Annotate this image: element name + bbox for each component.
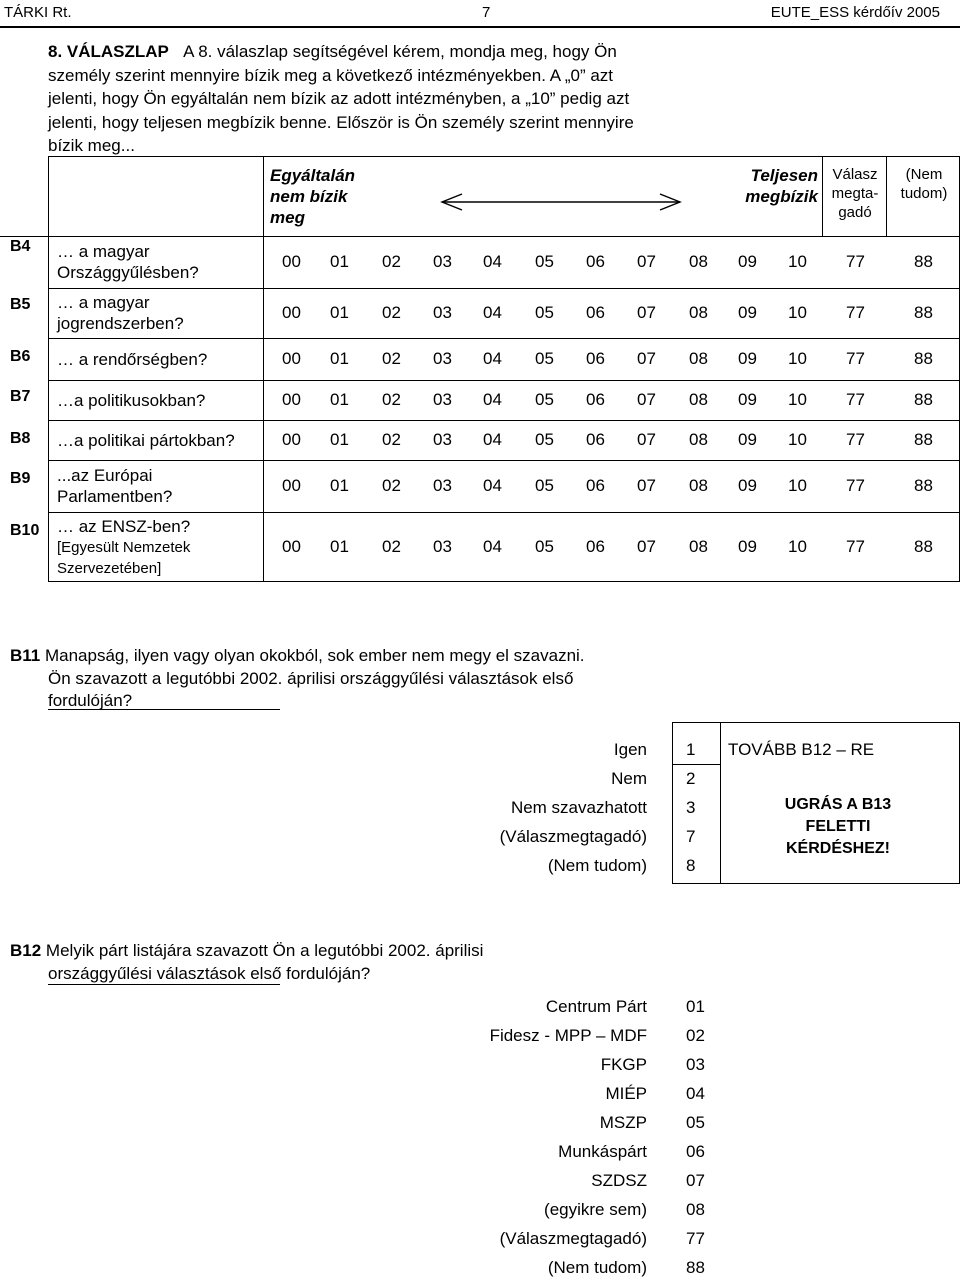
scale-option[interactable]: 09 <box>738 252 757 271</box>
scale-option[interactable]: 02 <box>382 537 401 556</box>
scale-arrow-icon <box>438 192 684 212</box>
scale-option[interactable]: 01 <box>330 303 349 322</box>
question-underline <box>48 984 280 985</box>
b11-option-label: (Válaszmegtagadó) <box>499 827 647 846</box>
scale-option[interactable]: 05 <box>535 252 554 271</box>
dont-know-option[interactable]: 88 <box>914 390 933 409</box>
dont-know-option[interactable]: 88 <box>914 349 933 368</box>
item-text: …a politikusokban? <box>57 390 206 410</box>
scale-option[interactable]: 05 <box>535 537 554 556</box>
table-row-rule <box>48 338 960 339</box>
scale-option[interactable]: 10 <box>788 390 807 409</box>
refused-option[interactable]: 77 <box>846 430 865 449</box>
scale-option[interactable]: 01 <box>330 349 349 368</box>
scale-option[interactable]: 00 <box>282 476 301 495</box>
scale-option[interactable]: 07 <box>637 430 656 449</box>
b12-option-label: MSZP <box>599 1113 647 1132</box>
b11-option-code[interactable]: 3 <box>686 798 696 817</box>
scale-option[interactable]: 10 <box>788 476 807 495</box>
scale-option[interactable]: 05 <box>535 430 554 449</box>
item-code: B9 <box>10 470 31 487</box>
scale-option[interactable]: 03 <box>433 252 452 271</box>
scale-option[interactable]: 07 <box>637 349 656 368</box>
scale-option[interactable]: 08 <box>689 537 708 556</box>
scale-option[interactable]: 07 <box>637 390 656 409</box>
scale-option[interactable]: 04 <box>483 430 502 449</box>
table-row-rule <box>48 288 960 289</box>
b12-option-code[interactable]: 77 <box>686 1229 705 1248</box>
dont-know-option[interactable]: 88 <box>914 430 933 449</box>
item-text: ...az Európai Parlamentben? <box>57 466 173 506</box>
scale-option[interactable]: 08 <box>689 430 708 449</box>
scale-option[interactable]: 05 <box>535 390 554 409</box>
scale-option[interactable]: 02 <box>382 390 401 409</box>
scale-option[interactable]: 06 <box>586 476 605 495</box>
header-rule <box>0 26 960 28</box>
table-divider <box>822 156 823 236</box>
scale-option[interactable]: 07 <box>637 537 656 556</box>
b12-option-code[interactable]: 02 <box>686 1026 705 1045</box>
refused-option[interactable]: 77 <box>846 537 865 556</box>
b12-option-label: MIÉP <box>605 1084 647 1103</box>
question-code: B11 <box>10 646 41 665</box>
table-divider <box>720 722 721 884</box>
table-divider <box>263 156 264 582</box>
scale-option[interactable]: 08 <box>689 303 708 322</box>
table-row-rule <box>48 420 960 421</box>
scale-option[interactable]: 00 <box>282 390 301 409</box>
scale-option[interactable]: 04 <box>483 537 502 556</box>
b11-option-label: (Nem tudom) <box>547 856 647 875</box>
scale-option[interactable]: 06 <box>586 390 605 409</box>
scale-option[interactable]: 10 <box>788 303 807 322</box>
scale-option[interactable]: 08 <box>689 390 708 409</box>
scale-option[interactable]: 09 <box>738 303 757 322</box>
item-text: … az ENSZ-ben? [Egyesült Nemzetek Szervezetében] <box>57 516 191 577</box>
scale-option[interactable]: 02 <box>382 303 401 322</box>
question-b12: B12 Melyik párt listájára szavazott Ön a legutóbbi 2002. áprilisi országgyűlési választások első fordulóján? <box>10 941 484 983</box>
scale-option[interactable]: 01 <box>330 537 349 556</box>
scale-option[interactable]: 07 <box>637 303 656 322</box>
scale-option[interactable]: 03 <box>433 476 452 495</box>
scale-option[interactable]: 03 <box>433 303 452 322</box>
scale-option[interactable]: 00 <box>282 252 301 271</box>
table-rule <box>672 764 720 765</box>
scale-option[interactable]: 10 <box>788 430 807 449</box>
scale-option[interactable]: 01 <box>330 252 349 271</box>
b12-option-label: Munkáspárt <box>558 1142 647 1161</box>
card-label: 8. VÁLASZLAP <box>48 42 169 61</box>
b12-option-code[interactable]: 07 <box>686 1171 705 1190</box>
scale-option[interactable]: 04 <box>483 349 502 368</box>
b12-option-label: (Nem tudom) <box>547 1258 647 1277</box>
scale-option[interactable]: 09 <box>738 349 757 368</box>
dont-know-option[interactable]: 88 <box>914 537 933 556</box>
scale-option[interactable]: 10 <box>788 349 807 368</box>
scale-option[interactable]: 06 <box>586 303 605 322</box>
table-row-rule <box>48 380 960 381</box>
table-row-rule <box>48 460 960 461</box>
skip-next-instruction: TOVÁBB B12 – RE <box>728 740 875 759</box>
b11-option-code[interactable]: 8 <box>686 856 696 875</box>
scale-option[interactable]: 03 <box>433 537 452 556</box>
scale-option[interactable]: 00 <box>282 303 301 322</box>
b12-option-code[interactable]: 03 <box>686 1055 705 1074</box>
b12-option-label: (egyikre sem) <box>544 1200 647 1219</box>
b12-option-code[interactable]: 01 <box>686 997 705 1016</box>
scale-option[interactable]: 07 <box>637 252 656 271</box>
scale-option[interactable]: 00 <box>282 349 301 368</box>
scale-option[interactable]: 04 <box>483 303 502 322</box>
scale-option[interactable]: 01 <box>330 390 349 409</box>
item-text: … a magyar Országgyűlésben? <box>57 242 199 282</box>
scale-option[interactable]: 03 <box>433 430 452 449</box>
question-b11: B11 Manapság, ilyen vagy olyan okokból, sok ember nem megy el szavazni. Ön szavazott a legutóbbi 2002. áprilisi országgyűlési választások első fordulóján? <box>10 646 585 710</box>
skip-jump-instruction: UGRÁS A B13 FELETTI KÉRDÉSHEZ! <box>784 796 892 857</box>
dont-know-option[interactable]: 88 <box>914 303 933 322</box>
table-row-rule <box>48 512 960 513</box>
scale-option[interactable]: 02 <box>382 476 401 495</box>
b12-option-label: Fidesz - MPP – MDF <box>489 1026 647 1045</box>
b11-option-code[interactable]: 2 <box>686 769 696 788</box>
scale-option[interactable]: 00 <box>282 537 301 556</box>
scale-option[interactable]: 09 <box>738 476 757 495</box>
refused-option[interactable]: 77 <box>846 390 865 409</box>
item-code: B4 <box>10 238 31 255</box>
item-code: B10 <box>10 522 40 539</box>
b12-option-code[interactable]: 88 <box>686 1258 705 1277</box>
b12-option-code[interactable]: 06 <box>686 1142 705 1161</box>
b11-option-label: Nem <box>611 769 647 788</box>
b12-option-label: FKGP <box>600 1055 647 1074</box>
scale-option[interactable]: 02 <box>382 252 401 271</box>
refused-option[interactable]: 77 <box>846 476 865 495</box>
b12-option-label: Centrum Párt <box>545 997 647 1016</box>
item-code: B6 <box>10 348 31 365</box>
item-text: … a magyar jogrendszerben? <box>57 293 184 333</box>
scale-option[interactable]: 04 <box>483 476 502 495</box>
scale-option[interactable]: 09 <box>738 537 757 556</box>
scale-low-label: Egyáltalán nem bízik meg <box>270 166 356 227</box>
b11-option-label: Nem szavazhatott <box>510 798 647 817</box>
table-header-rule <box>0 236 960 237</box>
b11-option-code[interactable]: 1 <box>686 740 696 759</box>
scale-option[interactable]: 06 <box>586 537 605 556</box>
refused-option[interactable]: 77 <box>846 252 865 271</box>
item-code: B7 <box>10 388 31 405</box>
refused-option[interactable]: 77 <box>846 303 865 322</box>
scale-option[interactable]: 04 <box>483 252 502 271</box>
scale-option[interactable]: 02 <box>382 430 401 449</box>
item-code: B5 <box>10 296 31 313</box>
scale-option[interactable]: 06 <box>586 349 605 368</box>
scale-option[interactable]: 08 <box>689 252 708 271</box>
intro-paragraph <box>48 40 658 158</box>
question-code: B12 <box>10 941 42 960</box>
scale-option[interactable]: 07 <box>637 476 656 495</box>
b11-option-label: Igen <box>613 740 647 759</box>
scale-option[interactable]: 00 <box>282 430 301 449</box>
page-number: 7 <box>482 4 491 21</box>
b12-option-label: SZDSZ <box>591 1171 647 1190</box>
intro-text: A 8. válaszlap segítségével kérem, mondja meg, hogy Ön személy szerint mennyire bízik meg a következő intézményekben. A „0” azt jelenti, hogy Ön egyáltalán nem bízik az adott intézményben, a „10” pedig azt jelenti, hogy teljesen megbízik benne. Először is Ön személy szerint mennyire bízik meg... <box>48 42 634 155</box>
scale-option[interactable]: 10 <box>788 252 807 271</box>
b12-option-code[interactable]: 05 <box>686 1113 705 1132</box>
header-right: EUTE_ESS kérdőív 2005 <box>770 4 940 21</box>
scale-option[interactable]: 03 <box>433 349 452 368</box>
scale-option[interactable]: 02 <box>382 349 401 368</box>
scale-option[interactable]: 01 <box>330 476 349 495</box>
scale-option[interactable]: 05 <box>535 303 554 322</box>
refused-option[interactable]: 77 <box>846 349 865 368</box>
item-text: … a rendőrségben? <box>57 349 208 369</box>
scale-option[interactable]: 09 <box>738 430 757 449</box>
b12-option-code[interactable]: 08 <box>686 1200 705 1219</box>
dont-know-option[interactable]: 88 <box>914 476 933 495</box>
dont-know-option[interactable]: 88 <box>914 252 933 271</box>
item-code: B8 <box>10 430 31 447</box>
scale-option[interactable]: 04 <box>483 390 502 409</box>
scale-option[interactable]: 01 <box>330 430 349 449</box>
scale-option[interactable]: 06 <box>586 430 605 449</box>
scale-option[interactable]: 09 <box>738 390 757 409</box>
scale-option[interactable]: 08 <box>689 349 708 368</box>
scale-option[interactable]: 05 <box>535 349 554 368</box>
question-underline <box>48 709 280 710</box>
scale-option[interactable]: 03 <box>433 390 452 409</box>
b11-option-code[interactable]: 7 <box>686 827 696 846</box>
dont-know-header: (Nem tudom) <box>900 166 948 202</box>
b12-option-code[interactable]: 04 <box>686 1084 705 1103</box>
scale-option[interactable]: 10 <box>788 537 807 556</box>
table-divider <box>886 156 887 236</box>
scale-option[interactable]: 05 <box>535 476 554 495</box>
header-left: TÁRKI Rt. <box>4 4 72 21</box>
item-text: …a politikai pártokban? <box>57 430 235 450</box>
scale-option[interactable]: 08 <box>689 476 708 495</box>
scale-high-label: Teljesen megbízik <box>745 166 818 206</box>
b12-option-label: (Válaszmegtagadó) <box>499 1229 647 1248</box>
scale-option[interactable]: 06 <box>586 252 605 271</box>
refused-header: Válasz megta- gadó <box>831 166 879 221</box>
